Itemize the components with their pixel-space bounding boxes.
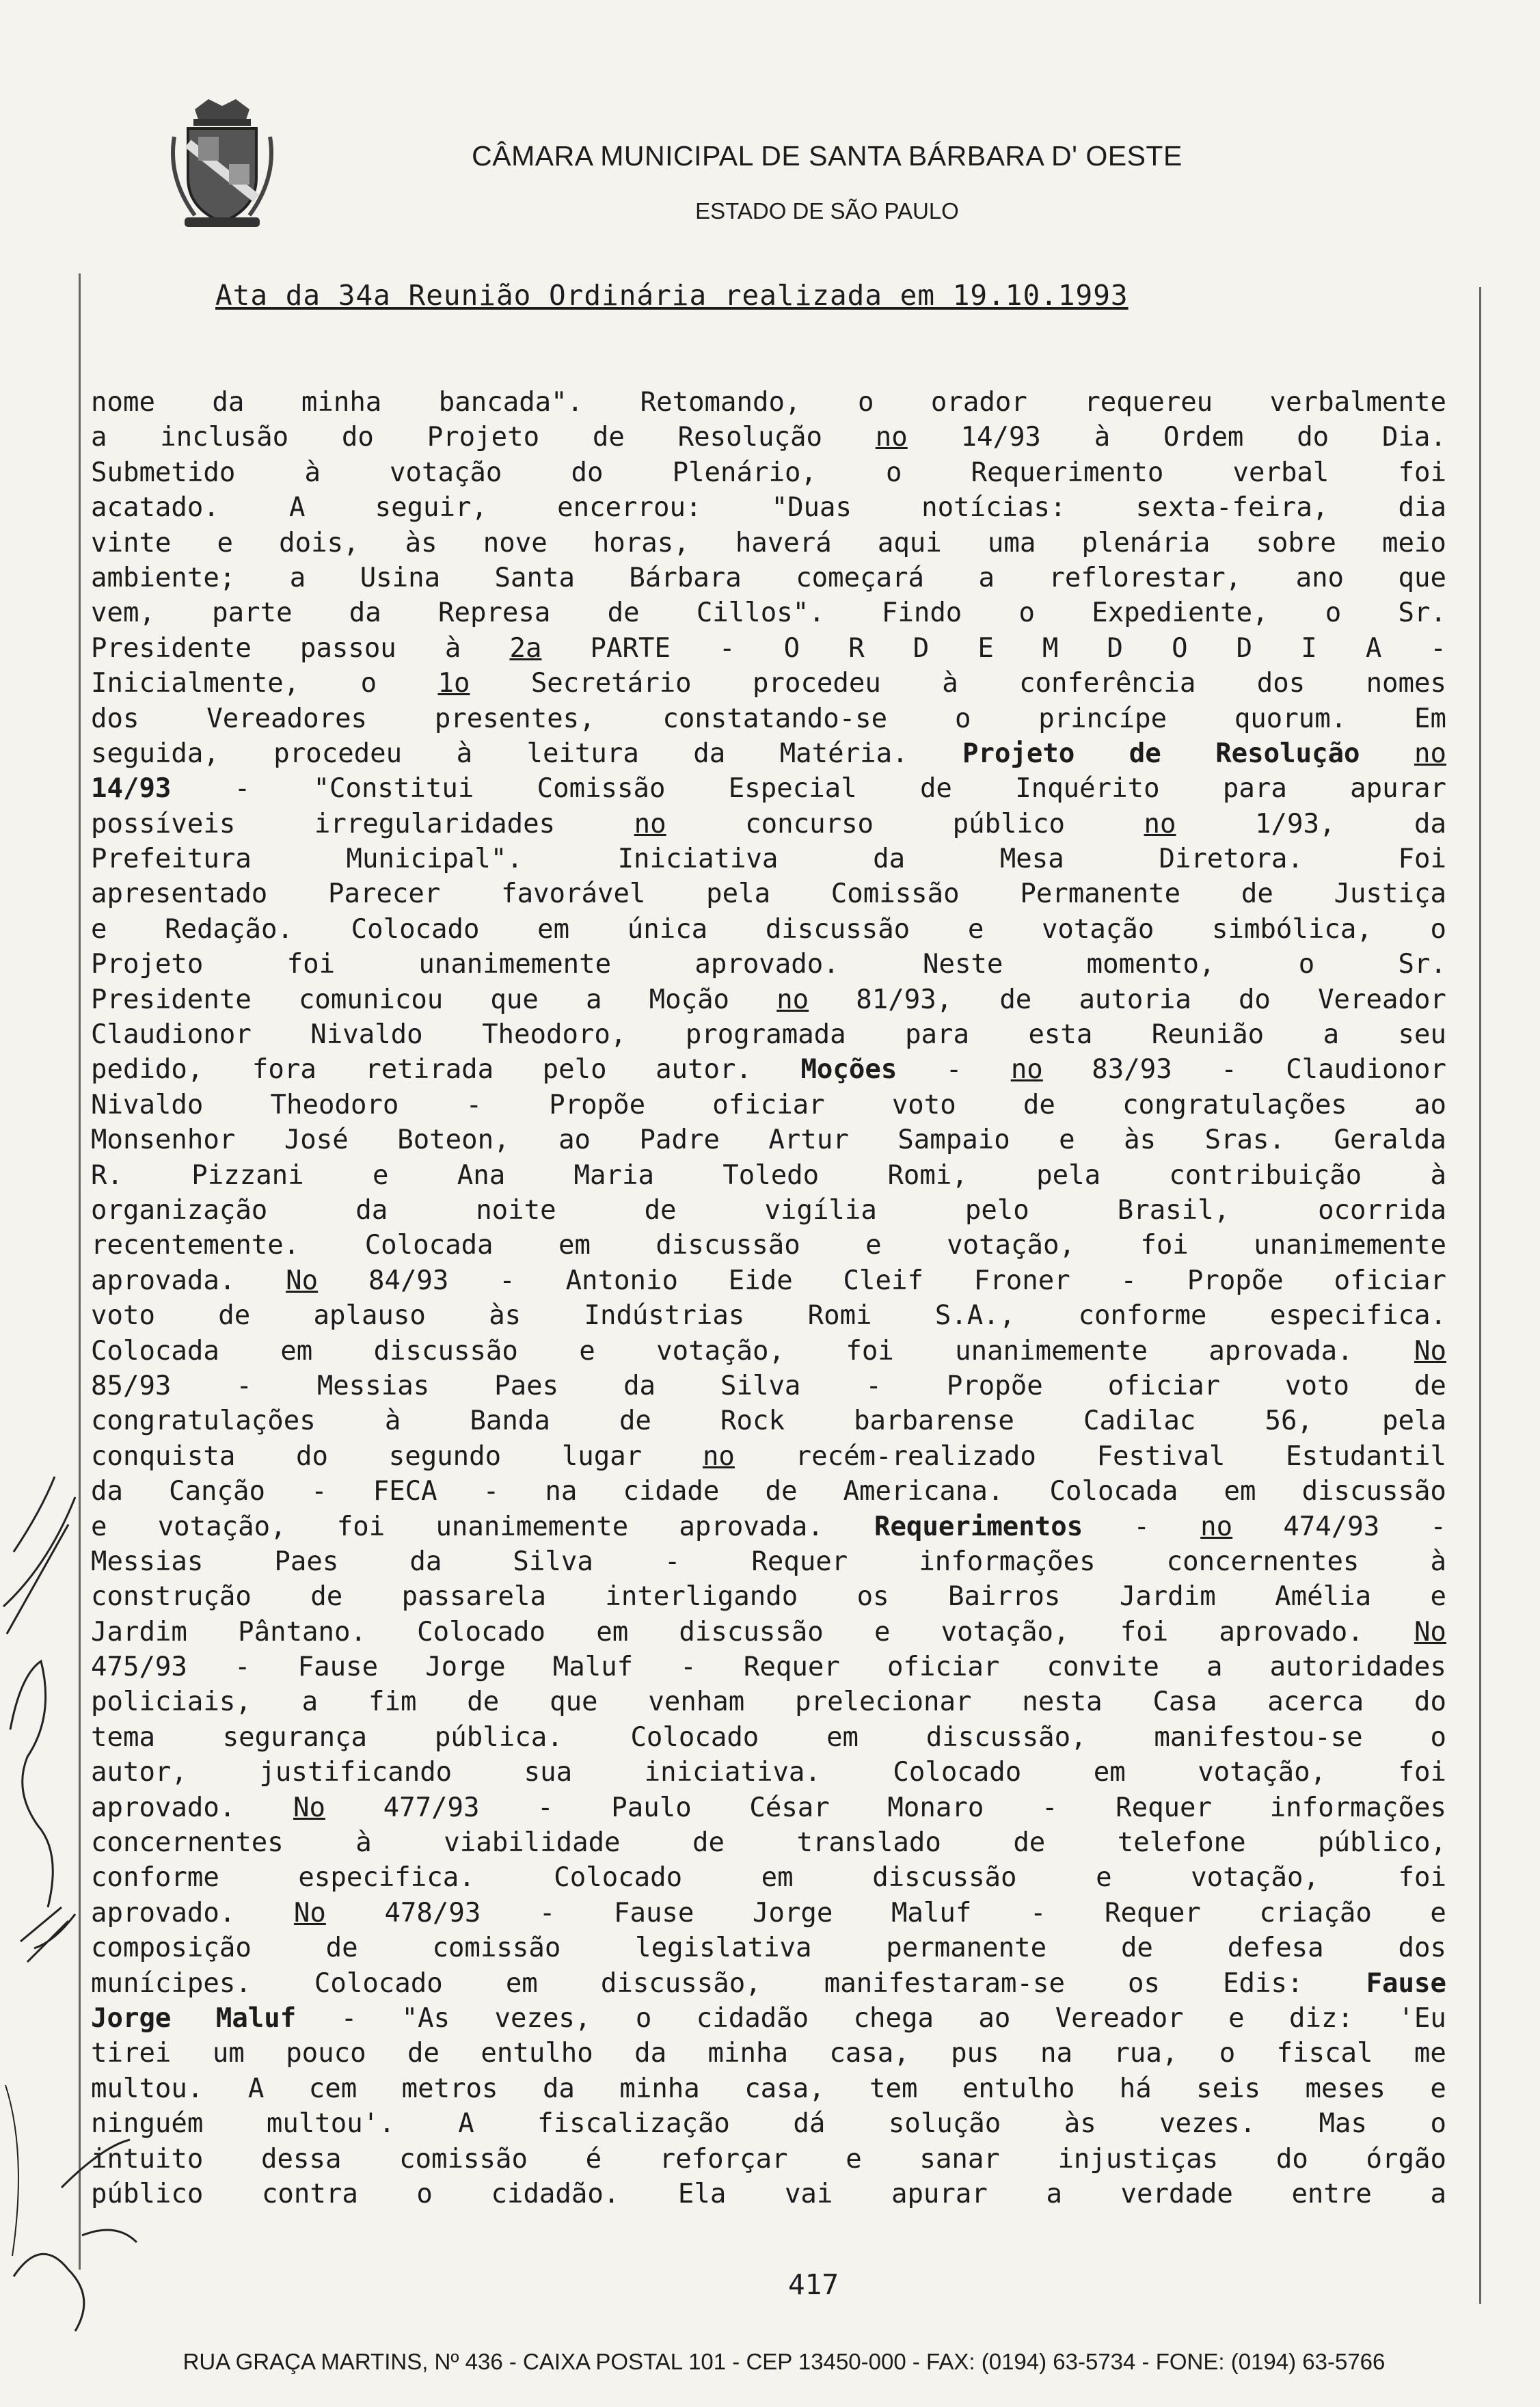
body-line: intuito dessa comissão é reforçar e sanar injustiças do órgão (91, 2143, 1446, 2175)
body-line: Presidente passou à 2a PARTE - O R D E M D O D I A - (91, 632, 1446, 664)
body-line: congratulações à Banda de Rock barbarense Cadilac 56, pela (91, 1406, 1446, 1437)
body-line: tema segurança pública. Colocado em discussão, manifestou-se o (91, 1721, 1446, 1753)
body-line: acatado. A seguir, encerrou: "Duas notícias: sexta-feira, dia (91, 492, 1446, 524)
body-line: recentemente. Colocada em discussão e votação, foi unanimemente (91, 1230, 1446, 1261)
body-line: aprovada. No 84/93 - Antonio Eide Cleif Froner - Propõe oficiar (91, 1265, 1446, 1296)
body-line: Monsenhor José Boteon, ao Padre Artur Sampaio e às Sras. Geralda (91, 1125, 1446, 1156)
body-line: público contra o cidadão. Ela vai apurar a verdade entre a (91, 2178, 1446, 2209)
municipal-crest-icon (167, 96, 277, 232)
right-margin-rule (1479, 287, 1481, 2304)
body-line: e votação, foi unanimemente aprovada. Requerimentos - no 474/93 - (91, 1511, 1446, 1542)
body-line: policiais, a fim de que venham prelecionar nesta Casa acerca do (91, 1686, 1446, 1718)
body-line: vinte e dois, às nove horas, haverá aqui uma plenária sobre meio (91, 527, 1446, 559)
body-line: seguida, procedeu à leitura da Matéria. Projeto de Resolução no (91, 738, 1446, 769)
body-line: conforme especifica. Colocado em discussão e votação, foi (91, 1862, 1446, 1894)
body-line: Claudionor Nivaldo Theodoro, programada para esta Reunião a seu (91, 1019, 1446, 1051)
body-line: pedido, fora retirada pelo autor. Moções - no 83/93 - Claudionor (91, 1054, 1446, 1086)
body-line: Jorge Maluf - "As vezes, o cidadão chega ao Vereador e diz: 'Eu (91, 2002, 1446, 2034)
body-line: aprovado. No 478/93 - Fause Jorge Maluf - Requer criação e (91, 1897, 1446, 1928)
body-line: voto de aplauso às Indústrias Romi S.A., conforme especifica. (91, 1300, 1446, 1332)
body-line: a inclusão do Projeto de Resolução no 14/93 à Ordem do Dia. (91, 422, 1446, 453)
page-number: 417 (787, 2268, 839, 2301)
minutes-body (91, 385, 1446, 2211)
body-line: aprovado. No 477/93 - Paulo César Monaro - Requer informações (91, 1792, 1446, 1823)
body-line: Jardim Pântano. Colocado em discussão e votação, foi aprovado. No (91, 1616, 1446, 1648)
body-line: Inicialmente, o 1o Secretário procedeu à conferência dos nomes (91, 668, 1446, 699)
body-line: Projeto foi unanimemente aprovado. Neste momento, o Sr. (91, 949, 1446, 980)
body-line: 475/93 - Fause Jorge Maluf - Requer oficiar convite a autoridades (91, 1652, 1446, 1683)
body-line: Nivaldo Theodoro - Propõe oficiar voto de congratulações ao (91, 1089, 1446, 1120)
body-line: 85/93 - Messias Paes da Silva - Propõe oficiar voto de (91, 1370, 1446, 1401)
body-line: apresentado Parecer favorável pela Comissão Permanente de Justiça (91, 878, 1446, 910)
body-line: 14/93 - "Constitui Comissão Especial de Inquérito para apurar (91, 773, 1446, 805)
body-line: tirei um pouco de entulho da minha casa, pus na rua, o fiscal me (91, 2038, 1446, 2069)
body-line: vem, parte da Represa de Cillos". Findo o Expediente, o Sr. (91, 597, 1446, 629)
body-line: composição de comissão legislativa permanente de defesa dos (91, 1933, 1446, 1964)
body-line: possíveis irregularidades no concurso público no 1/93, da (91, 808, 1446, 839)
body-line: construção de passarela interligando os Bairros Jardim Amélia e (91, 1581, 1446, 1613)
body-line: da Canção - FECA - na cidade de Americana. Colocada em discussão (91, 1476, 1446, 1507)
body-line: e Redação. Colocado em única discussão e votação simbólica, o (91, 913, 1446, 945)
body-line: ambiente; a Usina Santa Bárbara começará a reflorestar, ano que (91, 562, 1446, 593)
body-line: organização da noite de vigília pelo Brasil, ocorrida (91, 1194, 1446, 1226)
body-line: Messias Paes da Silva - Requer informações concernentes à (91, 1546, 1446, 1577)
body-line: concernentes à viabilidade de translado de telefone público, (91, 1827, 1446, 1859)
state-subtitle: ESTADO DE SÃO PAULO (695, 198, 959, 224)
body-line: Colocada em discussão e votação, foi unanimemente aprovada. No (91, 1335, 1446, 1367)
body-line: Presidente comunicou que a Moção no 81/93, de autoria do Vereador (91, 984, 1446, 1015)
body-line: autor, justificando sua iniciativa. Colocado em votação, foi (91, 1757, 1446, 1788)
body-line: conquista do segundo lugar no recém-realizado Festival Estudantil (91, 1440, 1446, 1472)
body-line: dos Vereadores presentes, constatando-se o princípe quorum. Em (91, 703, 1446, 734)
minutes-title: Ata da 34a Reunião Ordinária realizada em 19.10.1993 (215, 279, 1129, 312)
body-line: R. Pizzani e Ana Maria Toledo Romi, pela contribuição à (91, 1159, 1446, 1191)
body-line: ninguém multou'. A fiscalização dá solução às vezes. Mas o (91, 2108, 1446, 2140)
body-line: Submetido à votação do Plenário, o Requerimento verbal foi (91, 457, 1446, 488)
address-footer: RUA GRAÇA MARTINS, Nº 436 - CAIXA POSTAL 101 - CEP 13450-000 - FAX: (0194) 63-5734 - FONE: (0194) 63-5766 (183, 2349, 1386, 2374)
body-line: munícipes. Colocado em discussão, manifestaram-se os Edis: Fause (91, 1967, 1446, 1999)
body-line: multou. A cem metros da minha casa, tem entulho há seis meses e (91, 2073, 1446, 2104)
body-line: nome da minha bancada". Retomando, o orador requereu verbalmente (91, 387, 1446, 418)
chamber-title: CÂMARA MUNICIPAL DE SANTA BÁRBARA D' OESTE (472, 140, 1183, 172)
body-line: Prefeitura Municipal". Iniciativa da Mesa Diretora. Foi (91, 844, 1446, 875)
margin-signature-icon (0, 1470, 226, 2407)
